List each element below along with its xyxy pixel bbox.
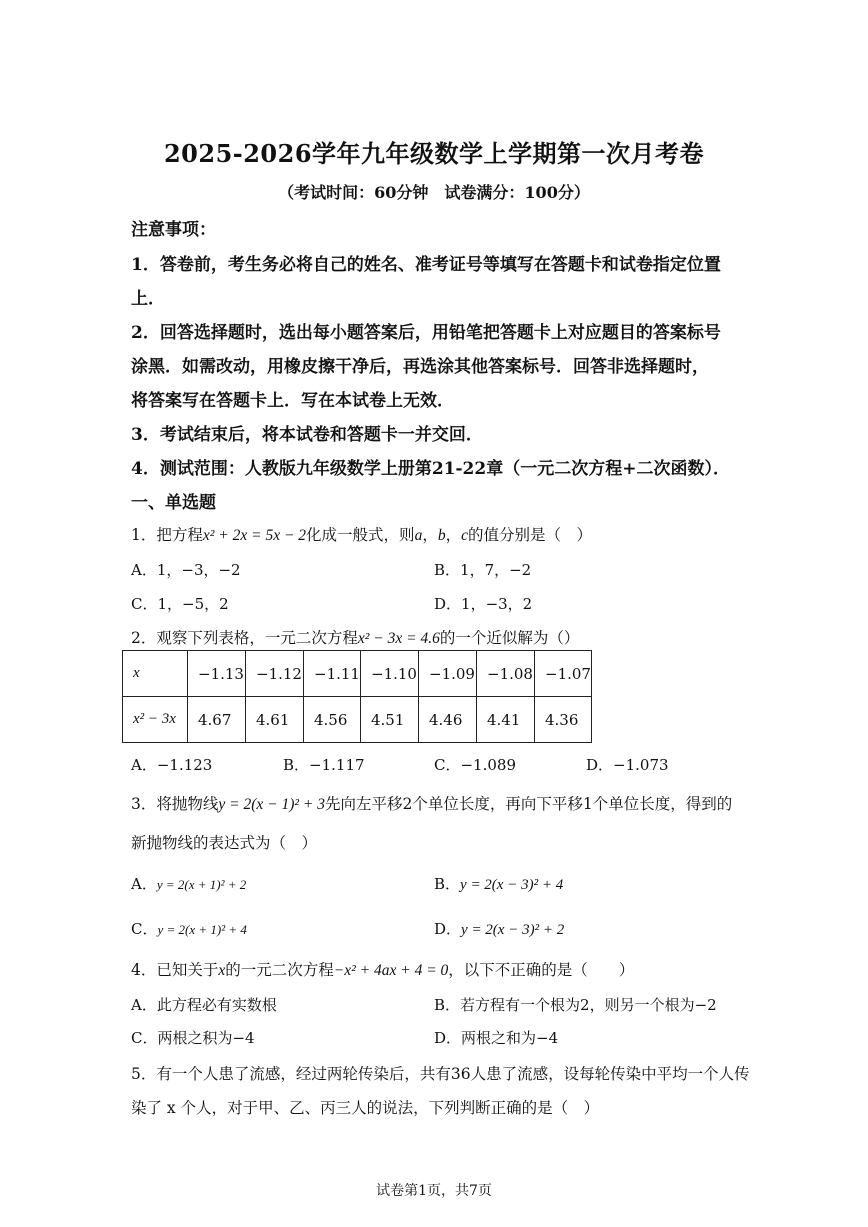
table-cell: −1.11 [304, 651, 361, 697]
q4-equation: −x² + 4ax + 4 = 0 [333, 962, 449, 979]
q1-pre: 1．把方程 [131, 526, 203, 544]
q1-var-b: b [437, 527, 446, 544]
q2-pre: 2．观察下列表格，一元二次方程 [131, 629, 358, 647]
question-4 [131, 958, 634, 980]
q3-equation: y = 2(x − 1)² + 3 [218, 796, 325, 813]
note-3: 3．考试结束后，将本试卷和答题卡一并交回． [131, 425, 483, 445]
q2-option-a: A．−1.123 [131, 756, 213, 774]
q3-d-eq: y = 2(x − 3)² + 2 [461, 922, 565, 938]
table-cell: 4.46 [419, 697, 477, 743]
q2-value-table [122, 650, 592, 743]
q1-option-d: D．1，−3，2 [434, 595, 533, 613]
table-cell: 4.36 [535, 697, 592, 743]
table-header-x: x [123, 651, 188, 697]
table-cell: −1.08 [477, 651, 535, 697]
table-row [123, 651, 592, 697]
exam-subtitle: （考试时间：60分钟 试卷满分：100分） [278, 183, 590, 202]
q3-option-d [434, 918, 564, 939]
q1-option-b: B．1，7，−2 [434, 561, 532, 579]
question-5-line-2: 染了 x 个人，对于甲、乙、丙三人的说法，下列判断正确的是（ ） [131, 1099, 600, 1117]
q4-var: x [218, 962, 226, 979]
table-cell: 4.67 [188, 697, 246, 743]
q3-c-eq: y = 2(x + 1)² + 4 [157, 922, 247, 937]
q2-equation: x² − 3x = 4.6 [357, 630, 440, 647]
q3-option-b [434, 873, 563, 894]
section-heading: 一、单选题 [131, 493, 216, 513]
q3-b-eq: y = 2(x − 3)² + 4 [460, 877, 564, 893]
q4-post: ，以下不正确的是（ ） [448, 961, 635, 979]
q1-option-c: C．1，−5，2 [131, 595, 229, 613]
q3-option-a [131, 873, 246, 894]
q3-b-label: B． [434, 875, 461, 893]
q2-option-d: D．−1.073 [586, 756, 669, 774]
question-5-line-1: 5．有一个人患了流感，经过两轮传染后，共有36人患了流感，设每轮传染中平均一个人传 [131, 1065, 750, 1083]
q4-option-d: D．两根之和为−4 [434, 1029, 559, 1047]
table-cell: −1.13 [188, 651, 246, 697]
table-row [123, 697, 592, 743]
q3-d-label: D． [434, 920, 462, 938]
q3-line-2: 新抛物线的表达式为（ ） [131, 834, 318, 852]
page-footer: 试卷第1页，共7页 [376, 1183, 492, 1199]
table-header-fx: x² − 3x [123, 697, 188, 743]
q1-sep1: ， [422, 526, 438, 544]
table-cell: 4.41 [477, 697, 535, 743]
note-1-line-1: 1．答卷前，考生务必将自己的姓名、准考证号等填写在答题卡和试卷指定位置 [131, 255, 721, 275]
notes-heading: 注意事项： [131, 220, 216, 240]
note-2-line-2: 涂黑．如需改动，用橡皮擦干净后，再选涂其他答案标号．回答非选择题时， [131, 357, 709, 377]
q3-post: 先向左平移2个单位长度，再向下平移1个单位长度，得到的 [324, 795, 733, 813]
table-cell: 4.51 [361, 697, 419, 743]
table-cell: −1.09 [419, 651, 477, 697]
question-1 [131, 523, 592, 545]
table-cell: −1.12 [246, 651, 304, 697]
note-4: 4．测试范围：人教版九年级数学上册第21-22章（一元二次方程+二次函数）． [131, 459, 730, 479]
table-cell: −1.07 [535, 651, 592, 697]
q2-post: 的一个近似解为（） [439, 629, 580, 647]
q3-a-label: A． [131, 875, 157, 893]
q4-option-b: B．若方程有一个根为2，则另一个根为−2 [434, 996, 717, 1014]
note-2-line-1: 2．回答选择题时，选出每小题答案后，用铅笔把答题卡上对应题目的答案标号 [131, 323, 721, 343]
table-cell: −1.10 [361, 651, 419, 697]
q4-mid: 的一元二次方程 [225, 961, 334, 979]
note-1-line-2: 上． [131, 289, 165, 309]
question-2 [131, 626, 579, 648]
q4-option-a: A．此方程必有实数根 [131, 996, 277, 1014]
q1-post: 的值分别是（ ） [467, 526, 592, 544]
q1-var-a: a [414, 527, 423, 544]
q2-option-b: B．−1.117 [283, 756, 365, 774]
q1-mid: 化成一般式，则 [306, 526, 415, 544]
q3-c-label: C． [131, 920, 158, 938]
q3-a-eq: y = 2(x + 1)² + 2 [156, 877, 247, 892]
exam-title: 2025-2026学年九年级数学上学期第一次月考卷 [163, 139, 705, 168]
table-cell: 4.61 [246, 697, 304, 743]
q1-option-a: A．1，−3，−2 [131, 561, 241, 579]
q4-pre: 4．已知关于 [131, 961, 219, 979]
q1-equation: x² + 2x = 5x − 2 [202, 527, 307, 544]
table-cell: 4.56 [304, 697, 361, 743]
note-2-line-3: 将答案写在答题卡上．写在本试卷上无效． [131, 391, 454, 411]
q4-option-c: C．两根之积为−4 [131, 1029, 255, 1047]
q3-option-c [131, 918, 247, 939]
question-3 [131, 792, 732, 814]
q3-pre: 3．将抛物线 [131, 795, 219, 813]
q2-option-c: C．−1.089 [434, 756, 516, 774]
q1-sep2: ， [445, 526, 462, 544]
q1-var-c: c [461, 527, 468, 544]
